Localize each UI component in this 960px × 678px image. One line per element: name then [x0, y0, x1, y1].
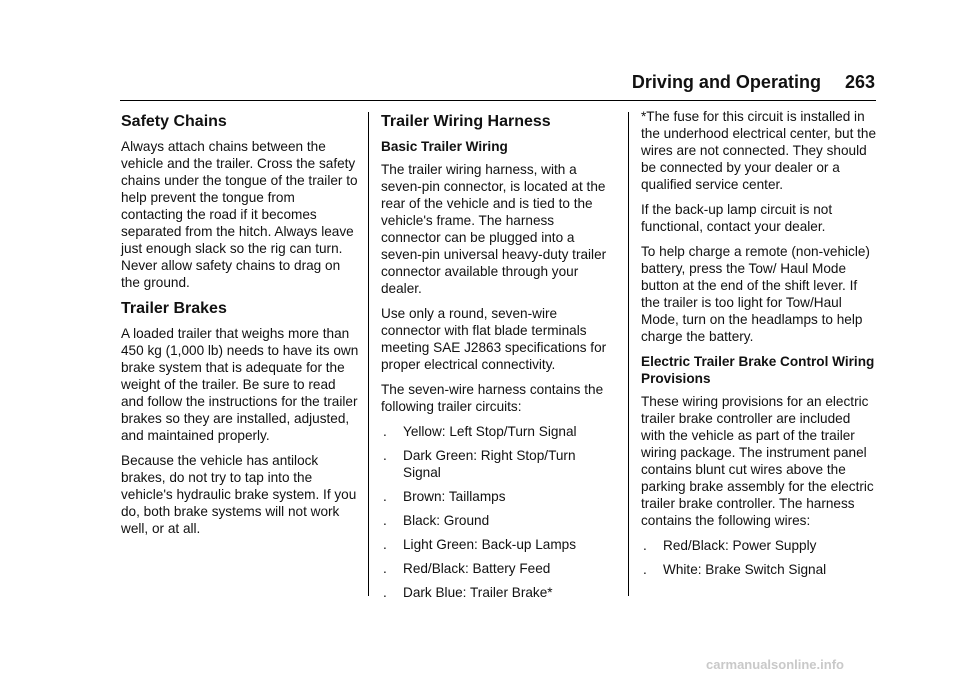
section-title: Driving and Operating [631, 72, 821, 92]
wire-list [641, 537, 877, 578]
bullet: . [383, 537, 387, 552]
column-1 [121, 108, 359, 545]
bullet: . [383, 448, 387, 463]
heading-trailer-brakes: Trailer Brakes [121, 300, 227, 317]
header-rule [120, 100, 876, 101]
list-item-text: Dark Green: Right Stop/Turn Signal [403, 448, 576, 480]
list-item [641, 537, 877, 554]
paragraph-wiring-1: The trailer wiring harness, with a seven-pin connector, is located at the rear of the vehicle and is tied to the vehicle's frame. The harness connector can be plugged into a seven-pin universal heavy-duty trailer connector available through your dealer. [381, 162, 607, 296]
list-item [381, 536, 616, 553]
column-2 [381, 108, 616, 608]
subheading-electric-brake-wiring: Electric Trailer Brake Control Wiring Provisions [641, 354, 875, 386]
paragraph-wiring-2: Use only a round, seven-wire connector with flat blade terminals meeting SAE J2863 specifications for proper electrical connectivity. [381, 306, 607, 372]
bullet: . [383, 561, 387, 576]
paragraph-wiring-3: The seven-wire harness contains the following trailer circuits: [381, 382, 604, 414]
paragraph-electric-brake: These wiring provisions for an electric trailer brake controller are included with the vehicle as part of the trailer wiring package. The instrument panel contains blunt cut wires above the parking brake assembly for the electric trailer brake controller. The harness contains the following wires: [641, 394, 874, 528]
bullet: . [643, 538, 647, 553]
circuit-list [381, 423, 616, 601]
column-3 [641, 108, 877, 585]
list-item-text: Light Green: Back-up Lamps [403, 537, 577, 552]
paragraph-charge-battery: To help charge a remote (non-vehicle) battery, press the Tow/ Haul Mode button at the end of the shift lever. If the trailer is too light for Tow/Haul Mode, turn on the headlamps to help charge the battery. [641, 244, 870, 344]
bullet: . [383, 424, 387, 439]
paragraph-safety-chains: Always attach chains between the vehicle and the trailer. Cross the safety chains under the tongue of the trailer to help prevent the tongue from contacting the road if it becomes separated from the hitch. Always leave just enough slack so the rig can turn. Never allow safety chains to drag on the ground. [121, 139, 358, 290]
list-item-text: Red/Black: Battery Feed [403, 561, 551, 576]
list-item [381, 512, 616, 529]
list-item-text: Yellow: Left Stop/Turn Signal [403, 424, 577, 439]
list-item [381, 584, 616, 601]
page-number: 263 [844, 72, 875, 92]
list-item-text: Black: Ground [403, 513, 490, 528]
column-divider-1 [368, 112, 369, 596]
list-item-text: Dark Blue: Trailer Brake* [403, 585, 553, 600]
paragraph-backup-lamp: If the back-up lamp circuit is not functional, contact your dealer. [641, 202, 833, 234]
paragraph-fuse-note: *The fuse for this circuit is installed in the underhood electrical center, but the wires are not connected. They should be connected by your dealer or a qualified service center. [641, 109, 877, 192]
list-item [641, 561, 877, 578]
bullet: . [383, 513, 387, 528]
list-item [381, 423, 616, 440]
list-item [381, 560, 616, 577]
heading-trailer-wiring-harness: Trailer Wiring Harness [381, 113, 551, 130]
bullet: . [643, 562, 647, 577]
paragraph-trailer-brakes-1: A loaded trailer that weighs more than 450 kg (1,000 lb) needs to have its own brake system that is adequate for the weight of the trailer. Be sure to read and follow the instructions for the trailer brakes so they are installed, adjusted, and maintained properly. [121, 326, 359, 443]
page-header [620, 72, 875, 93]
heading-safety-chains: Safety Chains [121, 113, 227, 130]
list-item-text: Red/Black: Power Supply [663, 538, 817, 553]
paragraph-trailer-brakes-2: Because the vehicle has antilock brakes, do not try to tap into the vehicle's hydraulic brake system. If you do, both brake systems will not work well, or at all. [121, 453, 357, 536]
subheading-basic-trailer-wiring: Basic Trailer Wiring [381, 139, 508, 154]
list-item [381, 447, 616, 481]
list-item-text: Brown: Taillamps [403, 489, 506, 504]
bullet: . [383, 489, 387, 504]
list-item-text: White: Brake Switch Signal [663, 562, 827, 577]
list-item [381, 488, 616, 505]
bullet: . [383, 585, 387, 600]
watermark: carmanualsonline.info [706, 657, 844, 672]
column-divider-2 [628, 112, 629, 596]
